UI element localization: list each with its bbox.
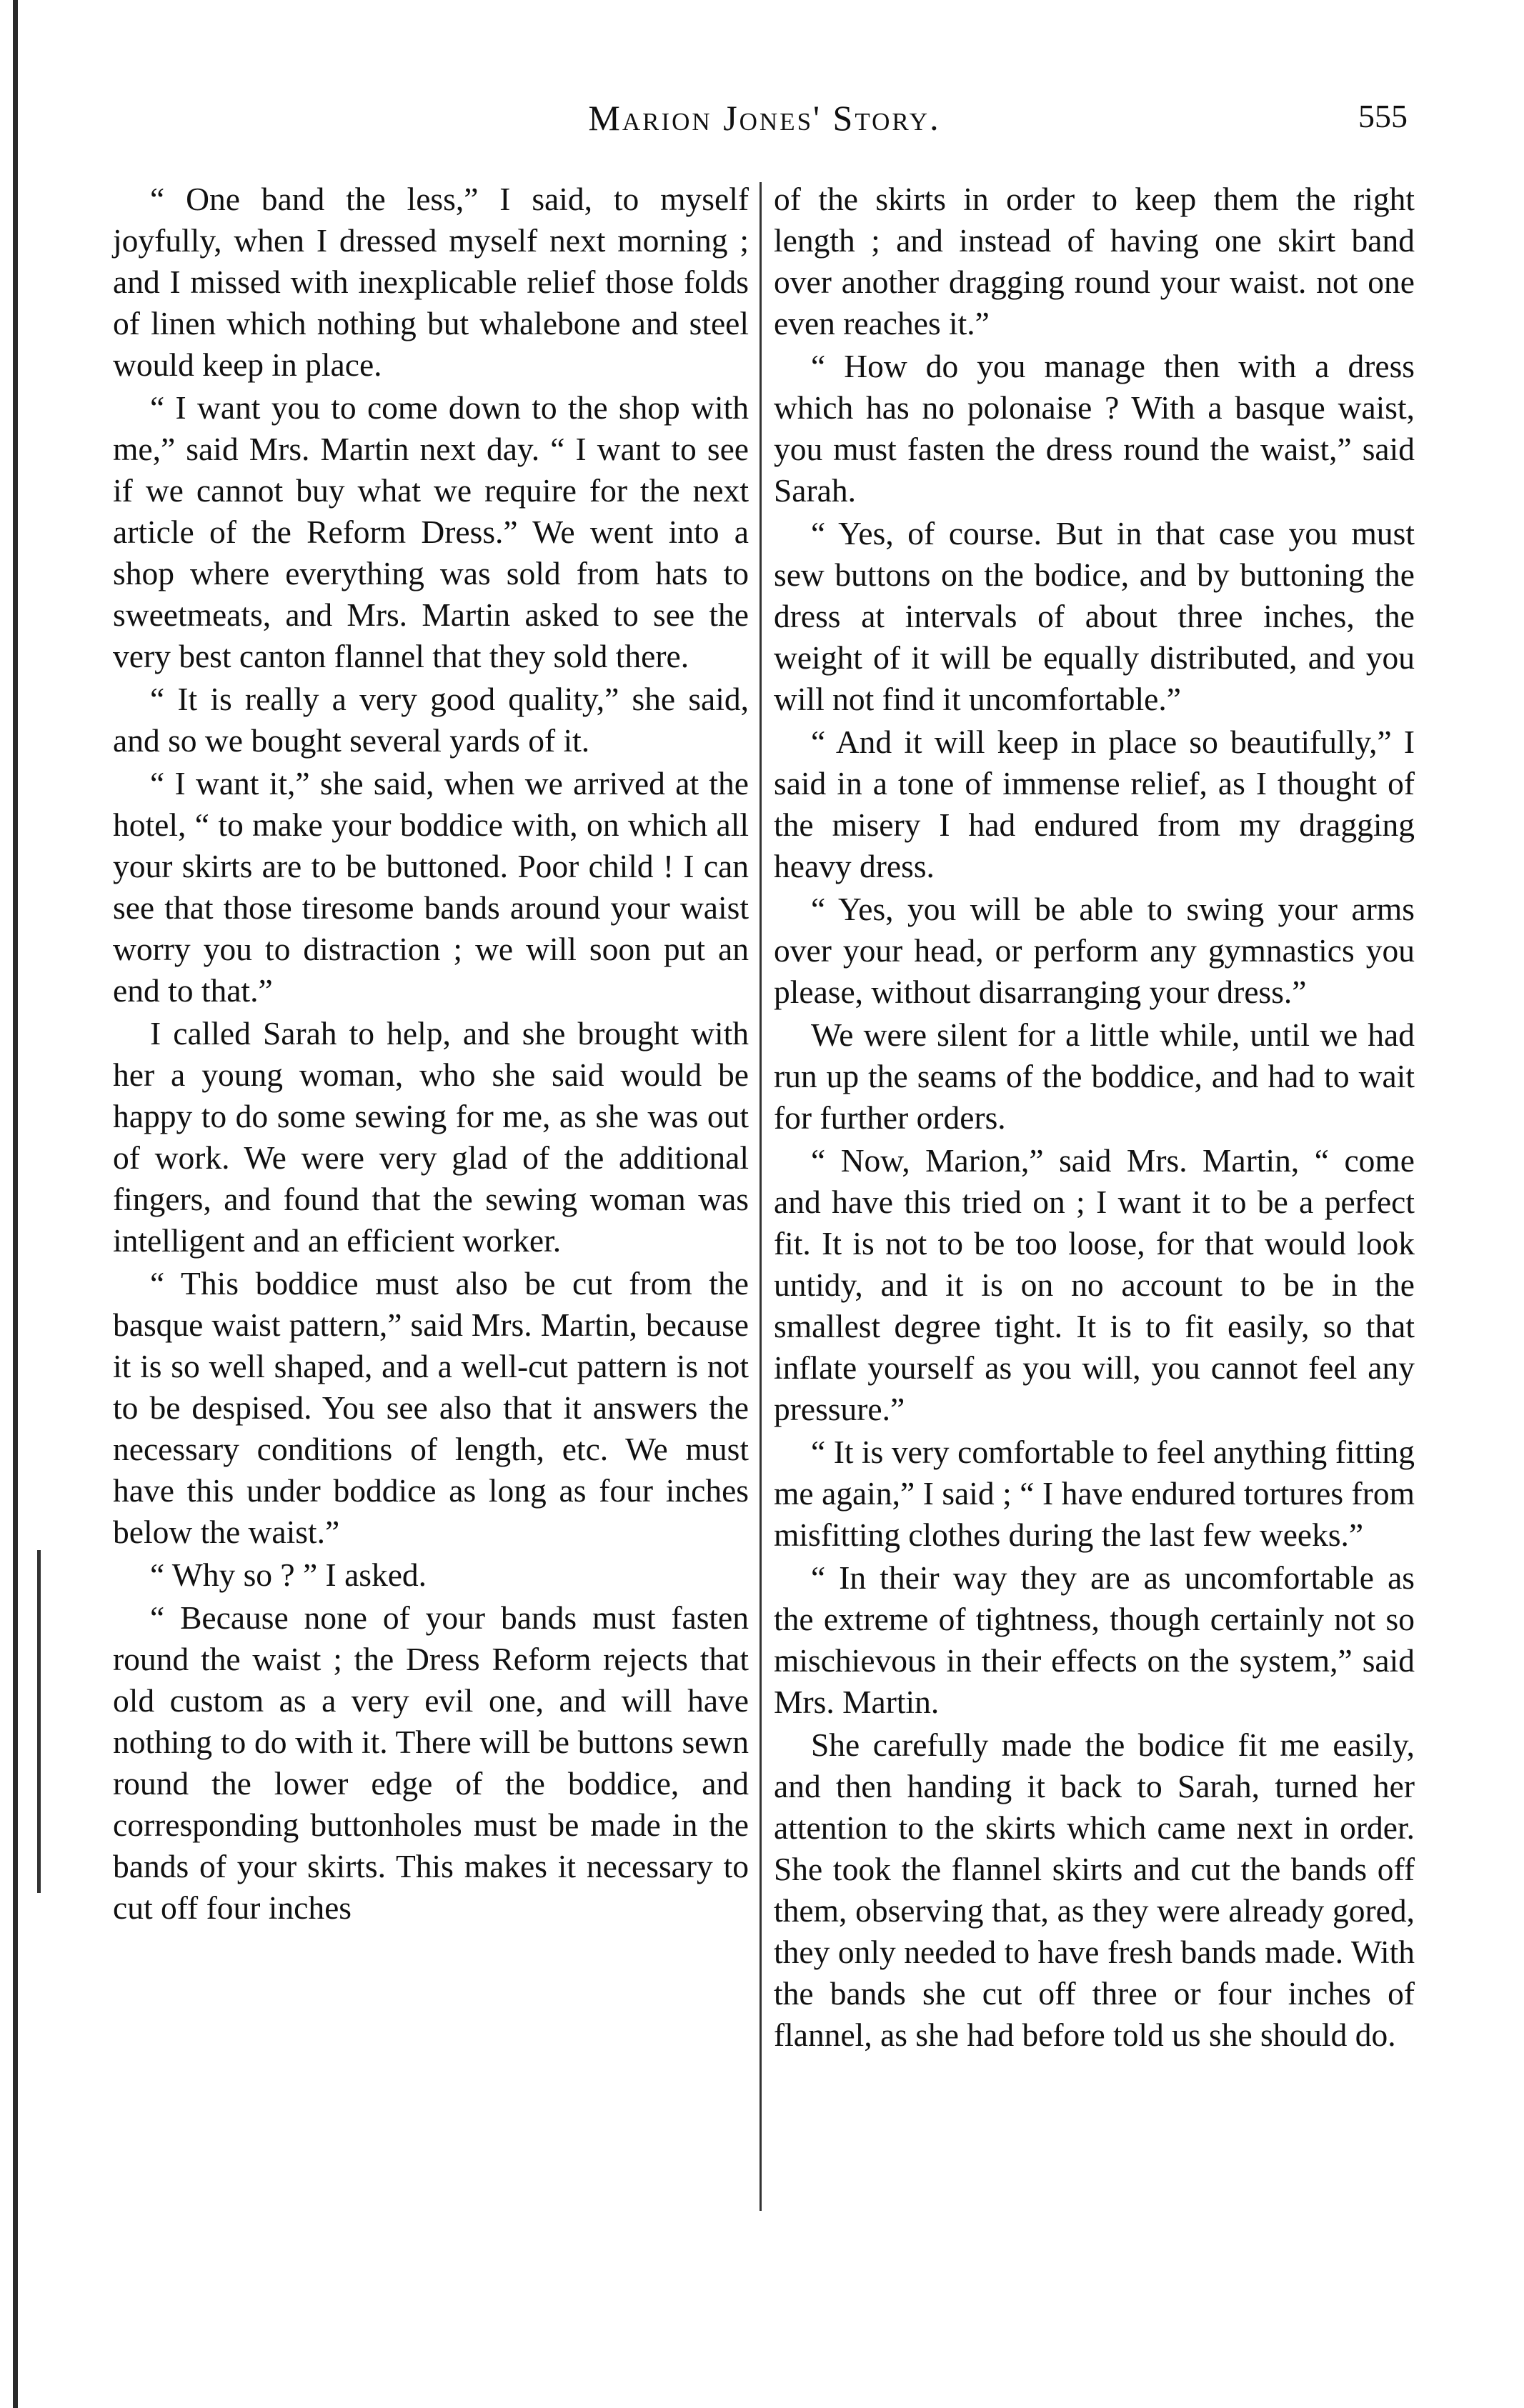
paragraph: “ Why so ? ” I asked.: [150, 1557, 427, 1593]
page-number: 555: [1358, 98, 1408, 134]
paragraph: “ How do you manage then with a dress which has no polonaise ? With a basque waist, you must fasten the dress round the waist,” said Sarah.: [774, 348, 1415, 509]
left-column: [113, 179, 749, 1930]
column-divider: [759, 182, 762, 2211]
paragraph: “ It is very comfortable to feel anything fitting me again,” I said ; “ I have endured tortures from misfitting clothes during the last few weeks.”: [774, 1434, 1415, 1553]
paragraph-continued: of the skirts in order to keep them the right length ; and instead of having one skirt band over another dragging round your waist. not one even reaches it.”: [774, 181, 1415, 341]
paragraph: We were silent for a little while, until we had run up the seams of the boddice, and had to wait for further orders.: [774, 1016, 1415, 1136]
paragraph: “ In their way they are as uncomfortable as the extreme of tightness, though certainly not so mischievous in their effects on the system,” said Mrs. Martin.: [774, 1559, 1415, 1720]
paragraph: “ I want you to come down to the shop with me,” said Mrs. Martin next day. “ I want to see if we cannot buy what we require for the next article of the Reform Dress.” We went into a shop where everything was sold from hats to sweetmeats, and Mrs. Martin asked to see the very best canton flannel that they sold there.: [113, 389, 749, 674]
binding-edge: [13, 0, 18, 2408]
paragraph: “ It is really a very good quality,” she said, and so we bought several yards of it.: [113, 681, 749, 759]
page-header: [114, 94, 1415, 144]
binding-mark: [37, 1550, 41, 1893]
right-column: [774, 179, 1415, 2057]
paragraph: I called Sarah to help, and she brought with her a young woman, who she said would be happy to do some sewing for me, as she was out of work. We were very glad of the additional fingers, and found that the sewing woman was intelligent and an efficient worker.: [113, 1015, 749, 1259]
running-title: Marion Jones' Story.: [588, 98, 941, 138]
paragraph: “ Now, Marion,” said Mrs. Martin, “ come and have this tried on ; I want it to be a perfect fit. It is not to be too loose, for that would look untidy, and it is on no account to be in the smallest degree tight. It is to fit easily, so that inflate yourself as you will, you cannot feel any pressure.”: [774, 1142, 1415, 1427]
paragraph: “ And it will keep in place so beautifully,” I said in a tone of immense relief, as I thought of the misery I had endured from my dragging heavy dress.: [774, 724, 1415, 884]
paragraph: “ Yes, you will be able to swing your arms over your head, or perform any gymnastics you please, without disarranging your dress.”: [774, 891, 1415, 1010]
paragraph: “ Because none of your bands must fasten round the waist ; the Dress Reform rejects that old custom as a very evil one, and will have nothing to do with it. There will be buttons sewn round the lower edge of the boddice, and corresponding buttonholes must be made in the bands of your skirts. This makes it necessary to cut off four inches: [113, 1599, 749, 1926]
paragraph: “ One band the less,” I said, to myself joyfully, when I dressed myself next morning ; and I missed with inexplicable relief those folds of linen which nothing but whalebone and steel would keep in place.: [113, 181, 749, 383]
paragraph: “ This boddice must also be cut from the basque waist pattern,” said Mrs. Martin, because it is so well shaped, and a well-cut pattern is not to be despised. You see also that it answers the necessary conditions of length, etc. We must have this under boddice as long as four inches below the waist.”: [113, 1265, 749, 1550]
paragraph: “ Yes, of course. But in that case you must sew buttons on the bodice, and by buttoning the dress at intervals of about three inches, the weight of it will be equally distributed, and you will not find it uncomfortable.”: [774, 515, 1415, 717]
paragraph: “ I want it,” she said, when we arrived at the hotel, “ to make your boddice with, on which all your skirts are to be buttoned. Poor child ! I can see that those tiresome bands around your waist worry you to distraction ; we will soon put an end to that.”: [113, 765, 749, 1009]
paragraph: She carefully made the bodice fit me easily, and then handing it back to Sarah, turned her attention to the skirts which came next in order. She took the flannel skirts and cut the bands off them, observing that, as they were already gored, they only needed to have fresh bands made. With the bands she cut off three or four inches of flannel, as she had before told us she should do.: [774, 1727, 1415, 2053]
